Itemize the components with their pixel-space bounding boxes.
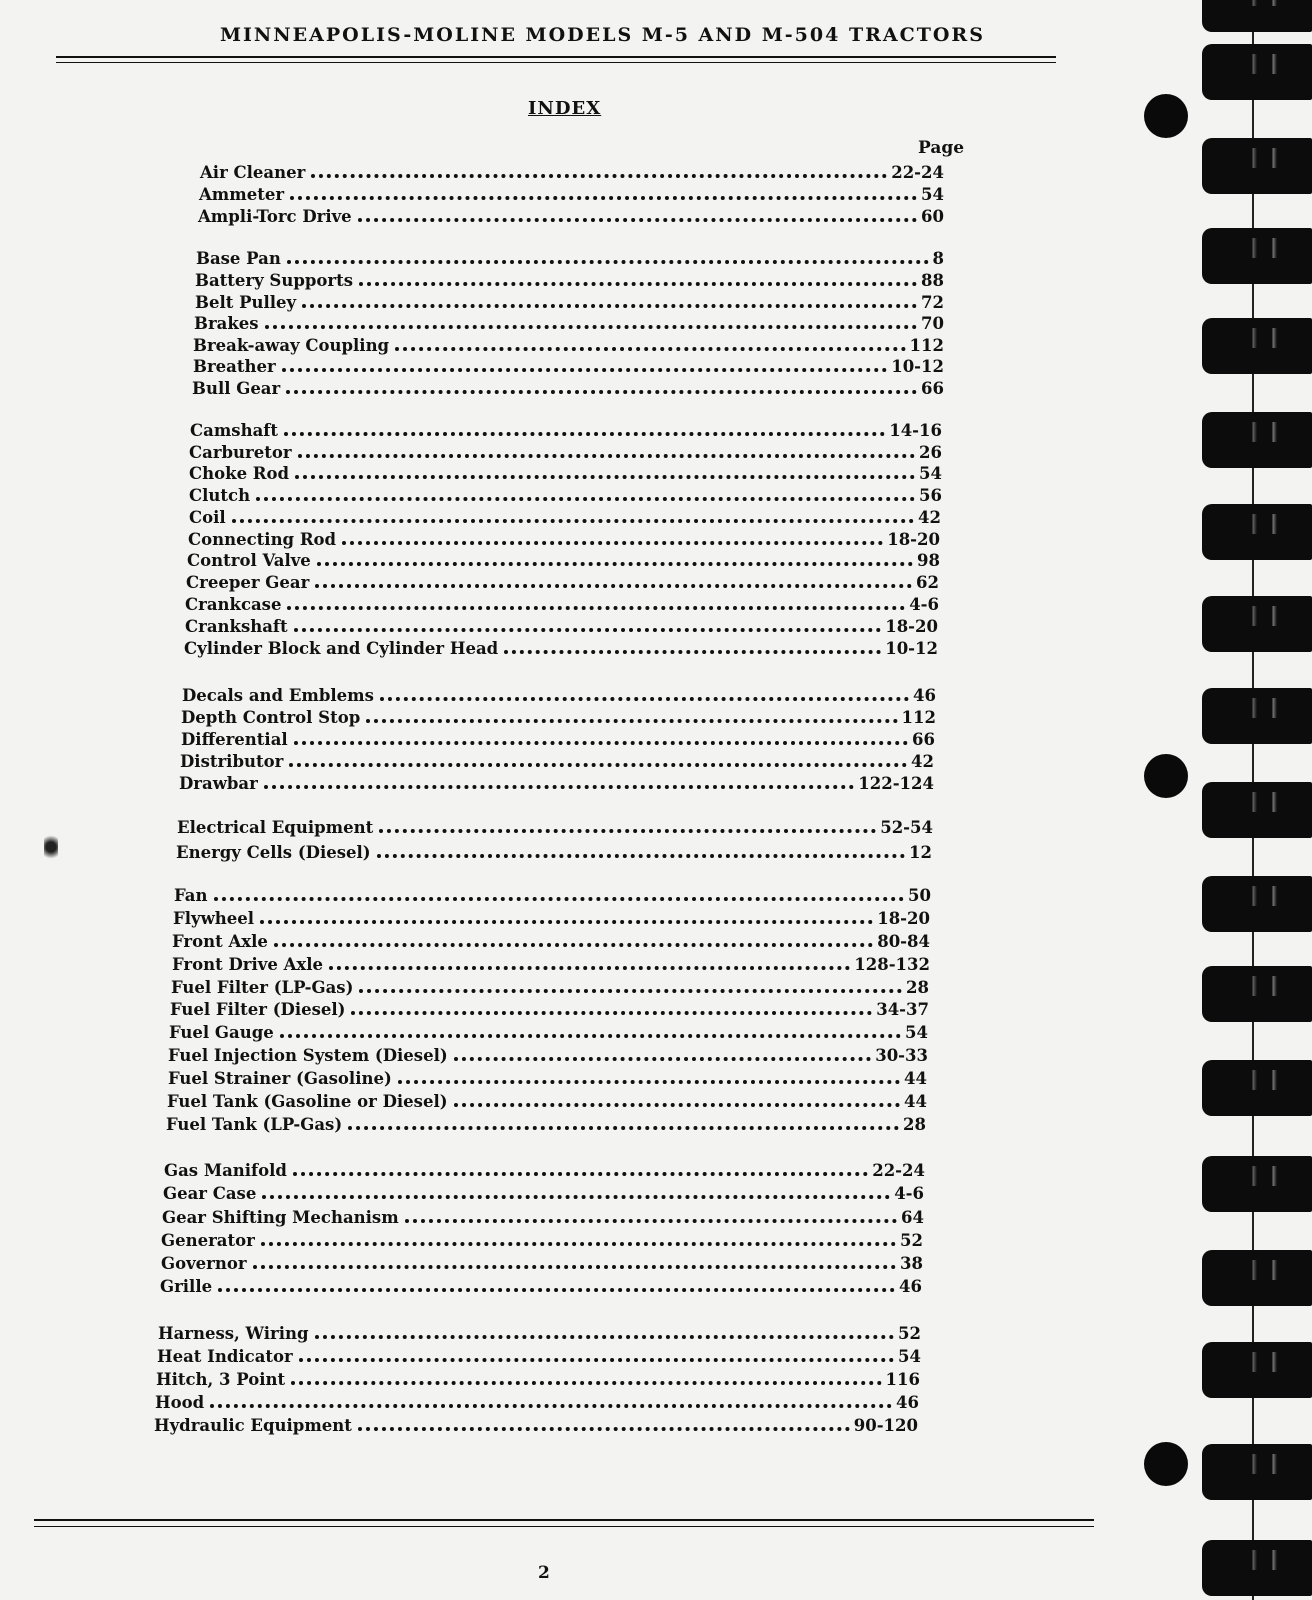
binding-coil (1202, 1250, 1312, 1306)
index-entry (179, 771, 934, 793)
entry-page: 38 (900, 1254, 923, 1273)
entry-label: Heat Indicator (157, 1347, 293, 1366)
entry-label: Connecting Rod (188, 530, 337, 549)
entry-label: Hitch, 3 Point (156, 1370, 286, 1389)
index-title: INDEX (528, 98, 602, 119)
leader-dots (329, 966, 850, 970)
leader-dots (284, 432, 885, 436)
binding-coil (1202, 0, 1312, 32)
leader-dots (311, 174, 887, 178)
ink-smudge (44, 832, 58, 862)
entry-label: Front Axle (172, 932, 268, 951)
entry-label: Coil (189, 508, 226, 527)
binding-coil (1202, 1342, 1312, 1398)
binding-coil (1202, 412, 1312, 468)
binding-coil (1202, 966, 1312, 1022)
index-entry (192, 376, 944, 398)
entry-page: 56 (919, 486, 942, 505)
entry-page: 50 (908, 886, 931, 905)
entry-label: Electrical Equipment (177, 818, 374, 837)
index-entry (162, 1205, 924, 1227)
binding-coil (1202, 228, 1312, 284)
index-entry (189, 483, 942, 505)
leader-dots (274, 943, 873, 947)
entry-page: 14-16 (889, 421, 942, 440)
leader-dots (504, 650, 881, 654)
entry-label: Depth Control Stop (181, 708, 361, 727)
leader-dots (302, 304, 917, 308)
index-entry (181, 705, 936, 727)
binding-coil (1202, 44, 1312, 100)
binding-coil (1202, 504, 1312, 560)
index-entry (177, 815, 933, 837)
footer-rule-top (34, 1519, 1094, 1521)
leader-dots (262, 1195, 890, 1199)
leader-dots (377, 854, 905, 858)
leader-dots (358, 218, 917, 222)
index-entry (174, 883, 931, 905)
index-entry (170, 997, 929, 1019)
index-entry (193, 333, 944, 355)
index-entry (169, 1020, 928, 1042)
entry-label: Gear Case (163, 1184, 257, 1203)
leader-dots (315, 1335, 894, 1339)
entry-label: Fuel Filter (LP-Gas) (171, 978, 354, 997)
index-entry (181, 727, 935, 749)
index-entry (195, 268, 944, 290)
entry-page: 54 (905, 1023, 928, 1042)
entry-page: 28 (903, 1115, 926, 1134)
leader-dots (293, 1172, 868, 1176)
page-number: 2 (538, 1563, 550, 1583)
entry-page: 52 (900, 1231, 923, 1250)
entry-label: Ammeter (199, 185, 285, 204)
leader-dots (286, 390, 917, 394)
leader-dots (265, 325, 917, 329)
index-entry (189, 505, 941, 527)
entry-label: Clutch (189, 486, 251, 505)
binding-coil (1202, 876, 1312, 932)
index-entry (168, 1043, 928, 1065)
leader-dots (395, 347, 905, 351)
entry-page: 44 (904, 1092, 927, 1111)
index-entry (188, 527, 940, 549)
leader-dots (256, 497, 915, 501)
index-entry (172, 952, 930, 974)
entry-page: 112 (901, 708, 936, 727)
leader-dots (315, 584, 912, 588)
entry-label: Fan (174, 886, 208, 905)
entry-page: 22-24 (872, 1161, 925, 1180)
index-entry (190, 418, 942, 440)
entry-page: 26 (919, 443, 942, 462)
entry-label: Grille (160, 1277, 213, 1296)
leader-dots (210, 1404, 892, 1408)
index-entry (172, 929, 930, 951)
punch-hole-bottom (1144, 1442, 1188, 1486)
entry-page: 54 (921, 185, 944, 204)
index-entry (161, 1251, 923, 1273)
entry-label: Fuel Strainer (Gasoline) (168, 1069, 392, 1088)
entry-page: 122-124 (858, 774, 934, 793)
binding-coil (1202, 138, 1312, 194)
entry-label: Break-away Coupling (193, 336, 390, 355)
entry-label: Gas Manifold (164, 1161, 287, 1180)
index-entry (160, 1274, 922, 1296)
entry-page: 54 (898, 1347, 921, 1366)
entry-label: Carburetor (189, 443, 292, 462)
entry-label: Fuel Filter (Diesel) (170, 1000, 346, 1019)
index-entry (195, 290, 944, 312)
entry-label: Choke Rod (189, 464, 290, 483)
entry-page: 64 (901, 1208, 924, 1227)
entry-label: Flywheel (173, 909, 255, 928)
entry-label: Battery Supports (195, 271, 353, 290)
entry-page: 62 (916, 573, 939, 592)
leader-dots (295, 475, 915, 479)
index-entry (155, 1390, 919, 1412)
leader-dots (291, 1381, 881, 1385)
leader-dots (287, 606, 905, 610)
entry-label: Fuel Tank (LP-Gas) (166, 1115, 343, 1134)
leader-dots (290, 196, 917, 200)
entry-label: Creeper Gear (186, 573, 310, 592)
leader-dots (298, 454, 915, 458)
leader-dots (351, 1011, 872, 1015)
page-header-title: MINNEAPOLIS-MOLINE MODELS M-5 AND M-504 TRACTORS (220, 24, 985, 46)
entry-label: Base Pan (196, 249, 281, 268)
leader-dots (287, 260, 929, 264)
punch-hole-top (1144, 94, 1188, 138)
leader-dots (405, 1219, 897, 1223)
entry-page: 34-37 (876, 1000, 929, 1019)
page-column-label: Page (918, 138, 965, 158)
index-entry (185, 614, 938, 636)
index-entry (164, 1158, 925, 1180)
entry-page: 128-132 (854, 955, 930, 974)
entry-label: Drawbar (179, 774, 258, 793)
entry-label: Crankshaft (185, 617, 288, 636)
leader-dots (359, 989, 902, 993)
leader-dots (294, 628, 882, 632)
entry-page: 66 (912, 730, 935, 749)
leader-dots (282, 368, 888, 372)
index-entry (200, 160, 944, 182)
entry-label: Distributor (180, 752, 284, 771)
index-entry (157, 1344, 921, 1366)
leader-dots (232, 519, 914, 523)
index-entry (163, 1181, 924, 1203)
entry-page: 72 (921, 293, 944, 312)
entry-page: 98 (917, 551, 940, 570)
leader-dots (380, 697, 909, 701)
leader-dots (299, 1358, 894, 1362)
index-entry (154, 1413, 918, 1435)
header-rule-bottom (56, 62, 1056, 63)
entry-label: Hood (155, 1393, 205, 1412)
index-entry (173, 906, 930, 928)
leader-dots (317, 562, 913, 566)
index-entry (158, 1321, 921, 1343)
leader-dots (214, 897, 905, 901)
entry-page: 10-12 (885, 639, 938, 658)
entry-page: 12 (909, 843, 932, 862)
binding-coil (1202, 782, 1312, 838)
index-entry (168, 1066, 927, 1088)
entry-page: 18-20 (877, 909, 930, 928)
entry-page: 52 (898, 1324, 921, 1343)
entry-page: 4-6 (894, 1184, 924, 1203)
index-entry (198, 204, 944, 226)
leader-dots (260, 920, 873, 924)
index-entry (189, 461, 942, 483)
index-entry (199, 182, 944, 204)
leader-dots (289, 763, 907, 767)
entry-page: 28 (906, 978, 929, 997)
index-entry (193, 354, 944, 376)
binding-coil (1202, 1540, 1312, 1596)
entry-label: Cylinder Block and Cylinder Head (184, 639, 499, 658)
entry-page: 80-84 (877, 932, 930, 951)
entry-page: 18-20 (885, 617, 938, 636)
entry-label: Breather (193, 357, 276, 376)
entry-label: Differential (181, 730, 288, 749)
entry-page: 60 (921, 207, 944, 226)
leader-dots (280, 1034, 901, 1038)
entry-page: 46 (896, 1393, 919, 1412)
index-entry (167, 1089, 927, 1111)
leader-dots (366, 719, 897, 723)
leader-dots (342, 541, 883, 545)
index-entry (184, 636, 938, 658)
binding-coil (1202, 1060, 1312, 1116)
index-entry (185, 592, 939, 614)
index-entry (166, 1112, 926, 1134)
index-entry (196, 246, 944, 268)
entry-page: 54 (919, 464, 942, 483)
index-entry (171, 975, 929, 997)
punch-hole-middle (1144, 754, 1188, 798)
entry-label: Gear Shifting Mechanism (162, 1208, 399, 1227)
binding-coil (1202, 688, 1312, 744)
entry-page: 52-54 (880, 818, 933, 837)
leader-dots (264, 785, 854, 789)
entry-label: Crankcase (185, 595, 282, 614)
binding-coil (1202, 596, 1312, 652)
entry-page: 8 (932, 249, 944, 268)
entry-label: Front Drive Axle (172, 955, 323, 974)
index-entry (161, 1228, 923, 1250)
entry-label: Energy Cells (Diesel) (176, 843, 371, 862)
entry-label: Belt Pulley (195, 293, 297, 312)
index-entry (186, 570, 939, 592)
leader-dots (454, 1057, 872, 1061)
entry-page: 22-24 (891, 163, 944, 182)
entry-page: 112 (909, 336, 944, 355)
entry-label: Fuel Injection System (Diesel) (168, 1046, 448, 1065)
index-entry (194, 311, 944, 333)
binding-coil (1202, 318, 1312, 374)
entry-label: Fuel Gauge (169, 1023, 274, 1042)
leader-dots (359, 282, 917, 286)
entry-page: 66 (921, 379, 944, 398)
entry-page: 10-12 (891, 357, 944, 376)
entry-label: Decals and Emblems (182, 686, 374, 705)
entry-page: 42 (911, 752, 934, 771)
leader-dots (218, 1288, 895, 1292)
leader-dots (358, 1427, 850, 1431)
entry-label: Camshaft (190, 421, 278, 440)
binding-coil (1202, 1156, 1312, 1212)
index-entry (176, 840, 932, 862)
entry-label: Ampli-Torc Drive (198, 207, 352, 226)
binding-coil (1202, 1444, 1312, 1500)
entry-label: Air Cleaner (200, 163, 306, 182)
entry-page: 116 (885, 1370, 920, 1389)
index-entry (156, 1367, 920, 1389)
leader-dots (261, 1242, 896, 1246)
entry-label: Generator (161, 1231, 255, 1250)
entry-label: Control Valve (187, 551, 311, 570)
leader-dots (294, 741, 908, 745)
entry-page: 46 (899, 1277, 922, 1296)
leader-dots (348, 1126, 899, 1130)
index-entry (180, 749, 934, 771)
header-rule-top (56, 56, 1056, 58)
footer-rule-bottom (34, 1526, 1094, 1527)
leader-dots (379, 829, 876, 833)
index-entry (189, 440, 942, 462)
entry-label: Brakes (194, 314, 259, 333)
entry-label: Fuel Tank (Gasoline or Diesel) (167, 1092, 448, 1111)
entry-label: Bull Gear (192, 379, 281, 398)
leader-dots (398, 1080, 900, 1084)
entry-page: 18-20 (887, 530, 940, 549)
entry-label: Harness, Wiring (158, 1324, 309, 1343)
entry-page: 90-120 (853, 1416, 918, 1435)
entry-label: Governor (161, 1254, 247, 1273)
index-entry (187, 548, 940, 570)
leader-dots (454, 1103, 900, 1107)
entry-page: 42 (918, 508, 941, 527)
entry-page: 70 (921, 314, 944, 333)
entry-page: 44 (904, 1069, 927, 1088)
entry-page: 46 (913, 686, 936, 705)
entry-page: 30-33 (875, 1046, 928, 1065)
entry-page: 4-6 (909, 595, 939, 614)
leader-dots (253, 1265, 896, 1269)
entry-label: Hydraulic Equipment (154, 1416, 352, 1435)
entry-page: 88 (921, 271, 944, 290)
index-entry (182, 683, 936, 705)
